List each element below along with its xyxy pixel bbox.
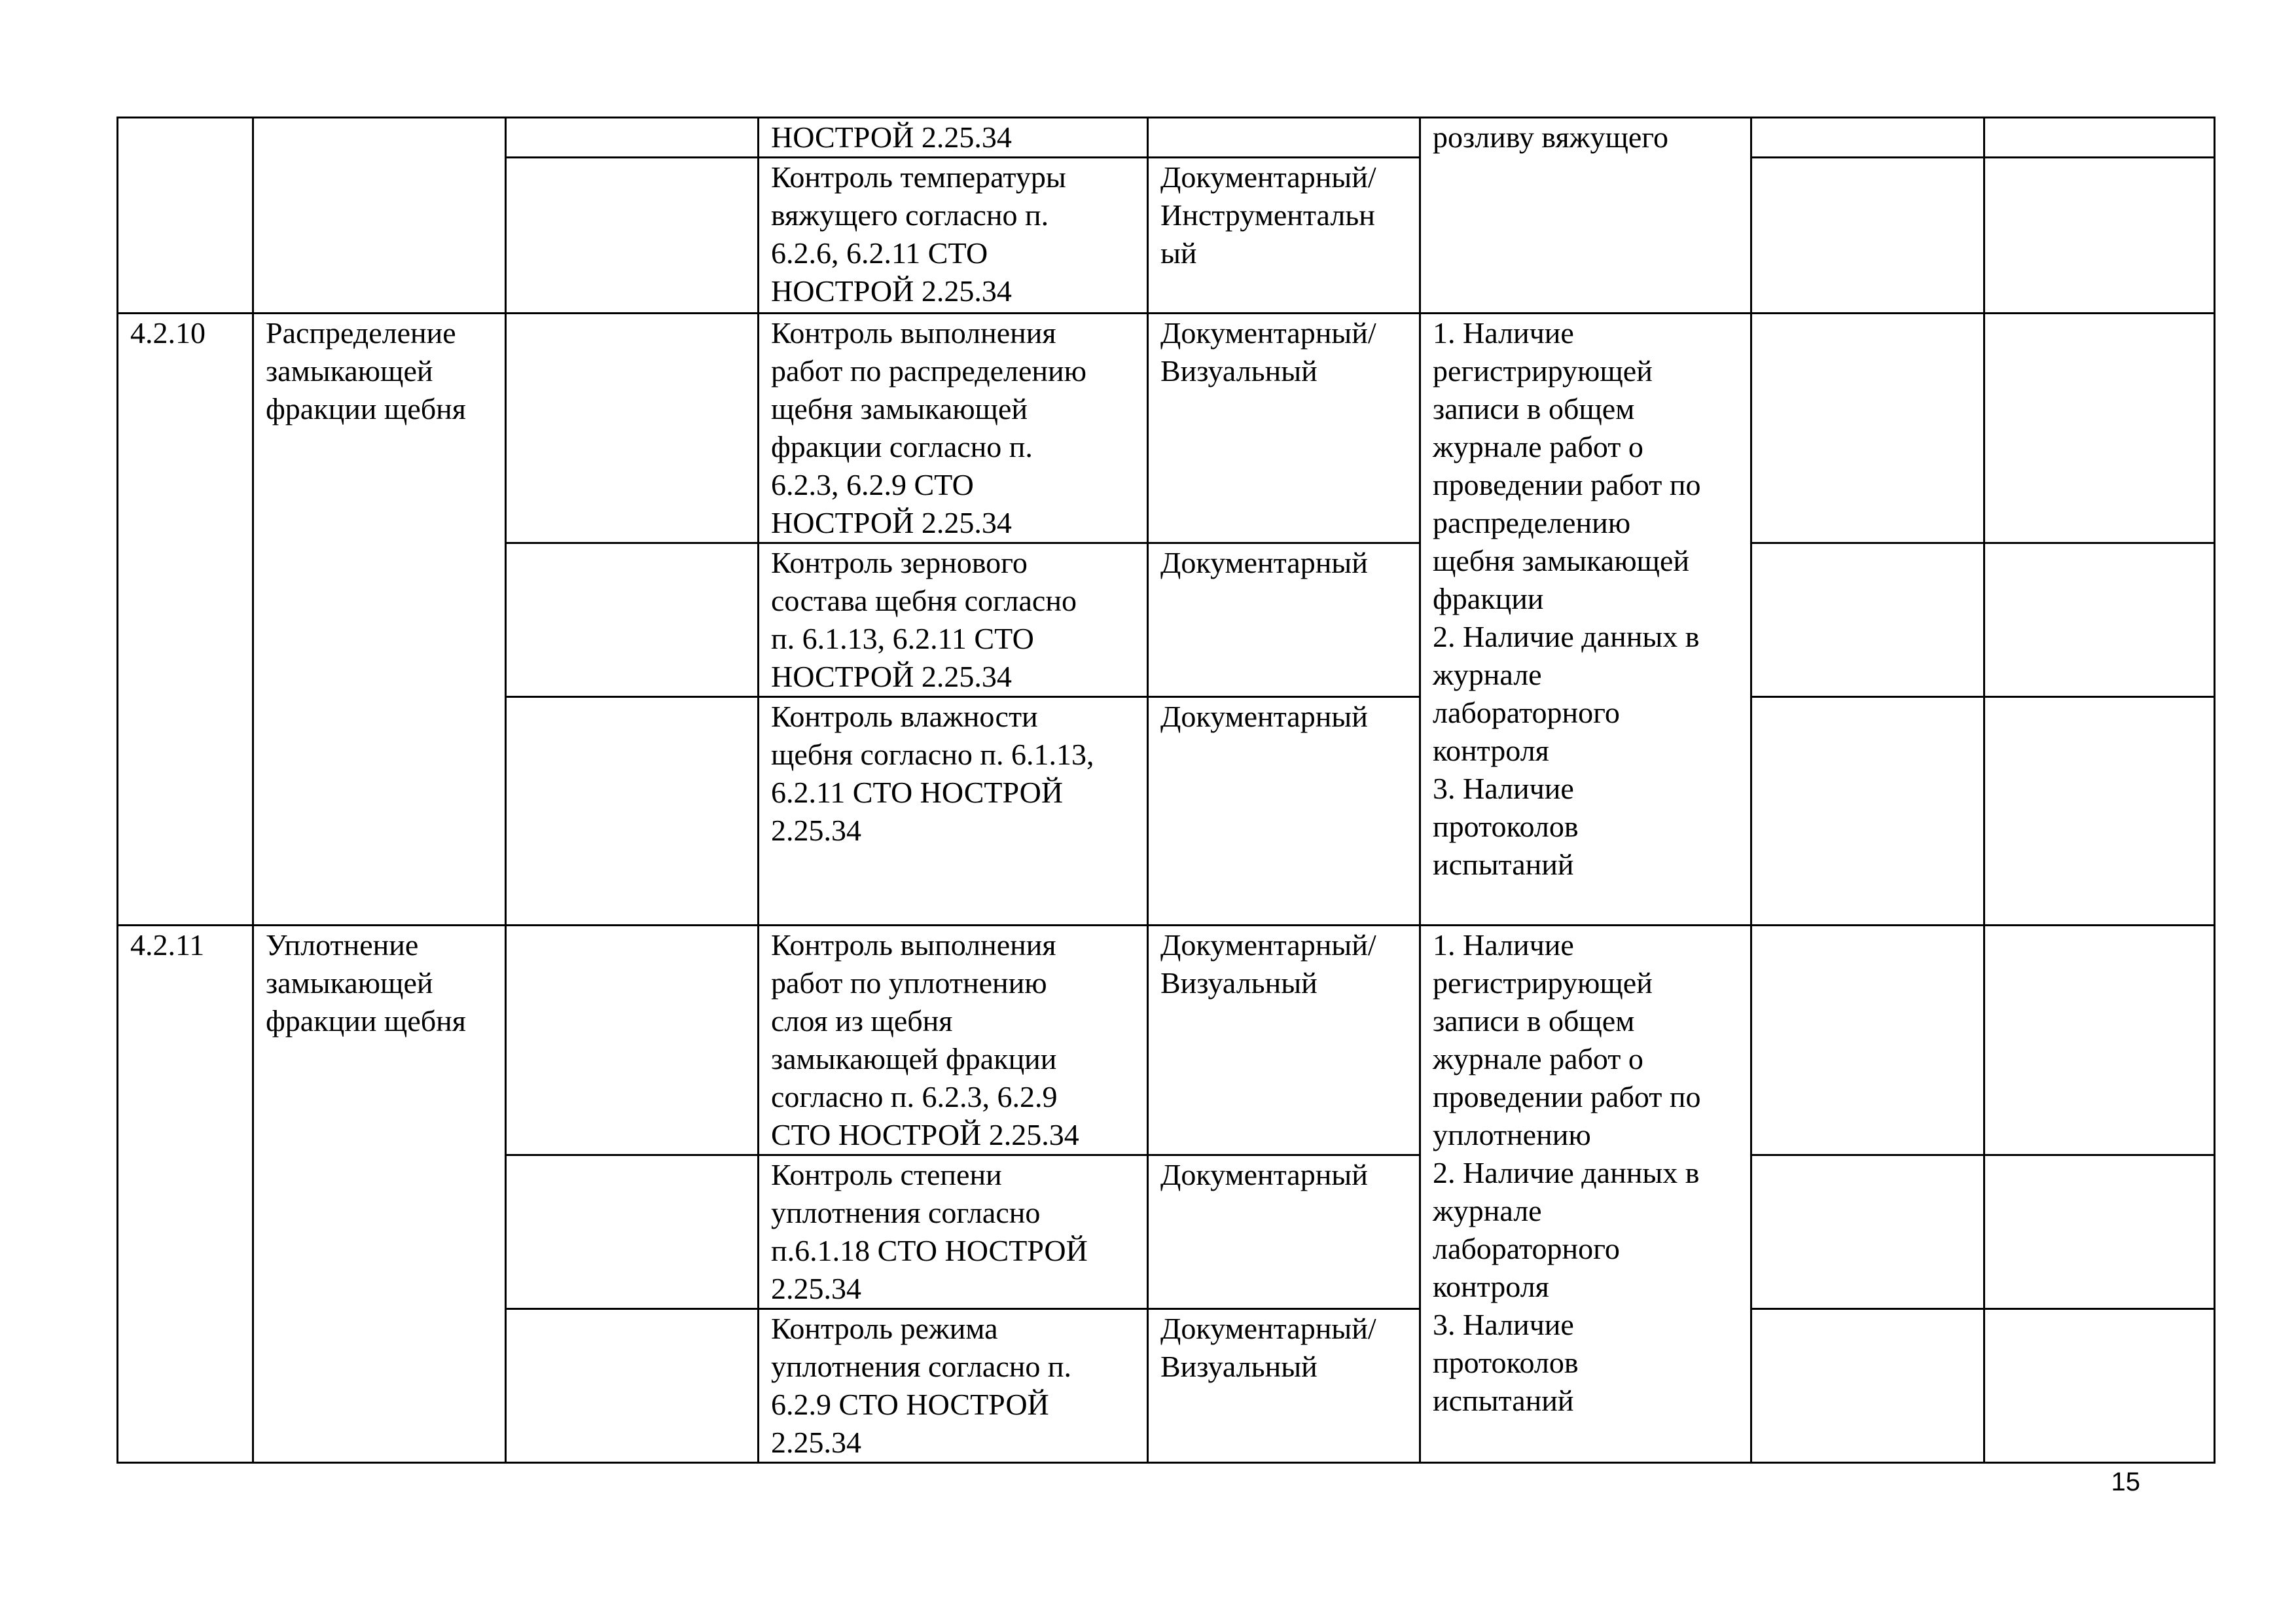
cell-result: 1. Наличие регистрирующей записи в общем журнале работ о проведении работ по распределению щебня замыкающей фракции 2. Наличие данных в журнале лабораторного контроля 3. Наличие протоколов испытаний — [1420, 314, 1751, 926]
cell-empty — [506, 118, 759, 158]
cell-work-name — [253, 118, 506, 314]
page-number: 15 — [2111, 1468, 2140, 1496]
cell-empty — [1984, 1309, 2215, 1463]
cell-empty — [1984, 697, 2215, 926]
cell-empty — [506, 1155, 759, 1309]
cell-empty — [1751, 926, 1984, 1155]
cell-empty — [506, 697, 759, 926]
cell-control-type — [1148, 118, 1420, 158]
cell-empty — [506, 926, 759, 1155]
cell-control-method: Контроль режима уплотнения согласно п. 6.2.9 СТО НОСТРОЙ 2.25.34 — [759, 1309, 1148, 1463]
cell-control-type: Документарный/ Визуальный — [1148, 926, 1420, 1155]
cell-control-type: Документарный/ Инструментальн ый — [1148, 158, 1420, 314]
cell-empty — [1751, 543, 1984, 697]
cell-empty — [1751, 314, 1984, 543]
cell-control-type: Документарный — [1148, 1155, 1420, 1309]
cell-control-method: Контроль влажности щебня согласно п. 6.1.13, 6.2.11 СТО НОСТРОЙ 2.25.34 — [759, 697, 1148, 926]
cell-control-type: Документарный/ Визуальный — [1148, 1309, 1420, 1463]
cell-work-name: Распределение замыкающей фракции щебня — [253, 314, 506, 926]
cell-empty — [506, 158, 759, 314]
cell-control-type: Документарный — [1148, 543, 1420, 697]
cell-control-method: НОСТРОЙ 2.25.34 — [759, 118, 1148, 158]
cell-result: розливу вяжущего — [1420, 118, 1751, 314]
cell-number — [118, 118, 253, 314]
cell-empty — [1984, 543, 2215, 697]
cell-control-method: Контроль температуры вяжущего согласно п. 6.2.6, 6.2.11 СТО НОСТРОЙ 2.25.34 — [759, 158, 1148, 314]
table-row — [118, 926, 2215, 1155]
cell-empty — [1984, 314, 2215, 543]
cell-empty — [506, 1309, 759, 1463]
cell-work-name: Уплотнение замыкающей фракции щебня — [253, 926, 506, 1463]
cell-empty — [1984, 1155, 2215, 1309]
cell-result: 1. Наличие регистрирующей записи в общем журнале работ о проведении работ по уплотнению 2. Наличие данных в журнале лабораторного контроля 3. Наличие протоколов испытаний — [1420, 926, 1751, 1463]
cell-number: 4.2.10 — [118, 314, 253, 926]
cell-empty — [506, 314, 759, 543]
cell-control-method: Контроль выполнения работ по распределению щебня замыкающей фракции согласно п. 6.2.3, 6.2.9 СТО НОСТРОЙ 2.25.34 — [759, 314, 1148, 543]
cell-control-type: Документарный — [1148, 697, 1420, 926]
cell-empty — [1751, 158, 1984, 314]
control-table — [117, 117, 2215, 1464]
cell-control-method: Контроль степени уплотнения согласно п.6.1.18 СТО НОСТРОЙ 2.25.34 — [759, 1155, 1148, 1309]
cell-empty — [1984, 158, 2215, 314]
cell-control-method: Контроль выполнения работ по уплотнению слоя из щебня замыкающей фракции согласно п. 6.2.3, 6.2.9 СТО НОСТРОЙ 2.25.34 — [759, 926, 1148, 1155]
cell-control-method: Контроль зернового состава щебня согласно п. 6.1.13, 6.2.11 СТО НОСТРОЙ 2.25.34 — [759, 543, 1148, 697]
cell-empty — [1984, 926, 2215, 1155]
cell-empty — [1751, 118, 1984, 158]
cell-empty — [1751, 697, 1984, 926]
table-row — [118, 314, 2215, 543]
table-row — [118, 118, 2215, 158]
cell-number: 4.2.11 — [118, 926, 253, 1463]
cell-empty — [506, 543, 759, 697]
cell-control-type: Документарный/ Визуальный — [1148, 314, 1420, 543]
cell-empty — [1751, 1155, 1984, 1309]
cell-empty — [1984, 118, 2215, 158]
cell-empty — [1751, 1309, 1984, 1463]
